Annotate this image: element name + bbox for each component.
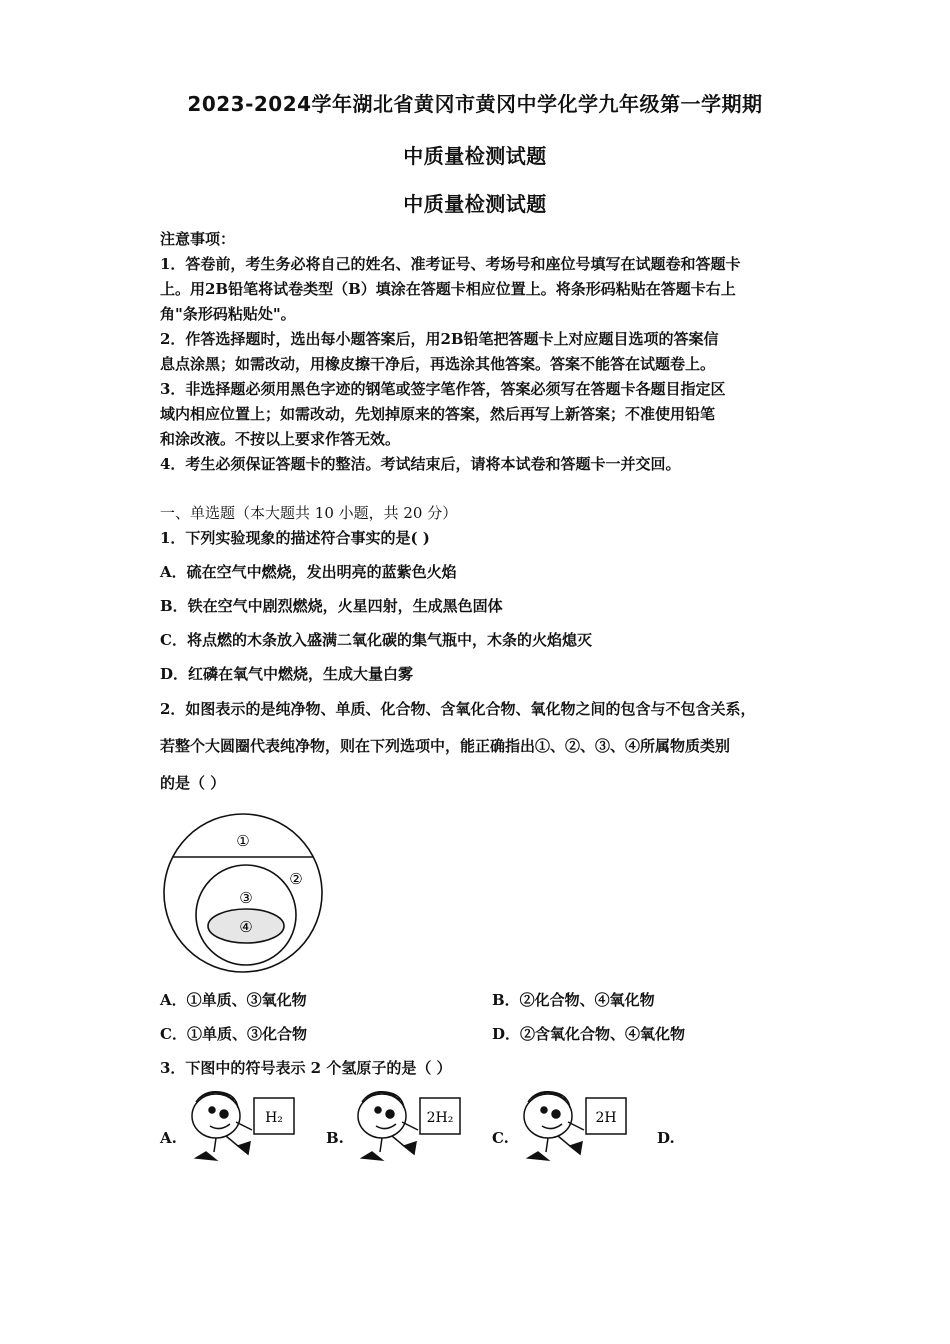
q2-option-d: D．②含氧化合物、④氧化物 <box>492 1025 686 1043</box>
q2-stem-line: 若整个大圆圈代表纯净物，则在下列选项中，能正确指出①、②、③、④所属物质类别 <box>160 737 731 755</box>
q3-cartoon-c <box>518 1088 634 1174</box>
notice-line: 域内相应位置上；如需改动，先划掉原来的答案，然后再写上新答案；不准使用铅笔 <box>160 405 716 423</box>
label-1: ① <box>236 832 250 850</box>
q2-venn-diagram <box>160 806 330 980</box>
q2-option-c: C．①单质、③化合物 <box>160 1025 307 1043</box>
q3-cartoon-b <box>352 1088 468 1174</box>
q3-option-a-letter: A. <box>160 1129 177 1147</box>
q2-option-b: B．②化合物、④氧化物 <box>492 991 655 1009</box>
notice-line: 角"条形码粘贴处"。 <box>160 305 296 323</box>
label-3: ③ <box>239 889 253 907</box>
exam-title-line3: 中质量检测试题 <box>403 192 547 216</box>
notice-heading: 注意事项： <box>160 230 236 248</box>
notice-line: 息点涂黑；如需改动，用橡皮擦干净后，再选涂其他答案。答案不能答在试题卷上。 <box>160 355 716 373</box>
label-2: ② <box>289 870 303 888</box>
cartoon-atom-icon <box>358 1092 418 1160</box>
q1-option-b: B．铁在空气中剧烈燃烧，火星四射，生成黑色固体 <box>160 597 503 615</box>
notice-line: 和涂改液。不按以上要求作答无效。 <box>160 430 401 448</box>
exam-title-line2: 中质量检测试题 <box>403 144 547 168</box>
q3-option-b-letter: B. <box>326 1129 344 1147</box>
sign-text-a: H₂ <box>265 1110 283 1126</box>
q2-stem-line: 2．如图表示的是纯净物、单质、化合物、含氧化合物、氧化物之间的包含与不包含关系， <box>160 700 756 718</box>
section-heading: 一、单选题（本大题共 10 小题，共 20 分） <box>160 504 458 522</box>
q3-option-c-letter: C. <box>492 1129 509 1147</box>
notice-line: 上。用2B铅笔将试卷类型（B）填涂在答题卡相应位置上。将条形码粘贴在答题卡右上 <box>160 280 736 298</box>
q1-option-d: D．红磷在氧气中燃烧，生成大量白雾 <box>160 665 414 683</box>
q1-stem: 1．下列实验现象的描述符合事实的是( ) <box>160 529 430 547</box>
notice-line: 1．答卷前，考生务必将自己的姓名、准考证号、考场号和座位号填写在试题卷和答题卡 <box>160 255 741 273</box>
notice-line: 4．考生必须保证答题卡的整洁。考试结束后，请将本试卷和答题卡一并交回。 <box>160 455 681 473</box>
label-4: ④ <box>239 918 253 936</box>
sign-text-c: 2H <box>595 1110 617 1126</box>
cartoon-atom-icon <box>192 1092 252 1160</box>
q3-option-d-letter: D. <box>657 1129 675 1147</box>
q3-stem: 3．下图中的符号表示 2 个氢原子的是（ ） <box>160 1059 452 1077</box>
notice-line: 2．作答选择题时，选出每小题答案后，用2B铅笔把答题卡上对应题目选项的答案信 <box>160 330 719 348</box>
sign-text-b: 2H₂ <box>426 1110 454 1126</box>
q3-cartoon-a <box>186 1088 302 1174</box>
cartoon-atom-icon <box>524 1092 584 1160</box>
exam-title-line1: 2023-2024学年湖北省黄冈市黄冈中学化学九年级第一学期期 <box>187 92 763 116</box>
notice-line: 3．非选择题必须用黑色字迹的钢笔或签字笔作答，答案必须写在答题卡各题目指定区 <box>160 380 726 398</box>
q1-option-c: C．将点燃的木条放入盛满二氧化碳的集气瓶中，木条的火焰熄灭 <box>160 631 592 649</box>
q1-option-a: A．硫在空气中燃烧，发出明亮的蓝紫色火焰 <box>160 563 457 581</box>
q2-option-a: A．①单质、③氧化物 <box>160 991 307 1009</box>
q2-stem-line: 的是（ ） <box>160 774 226 792</box>
